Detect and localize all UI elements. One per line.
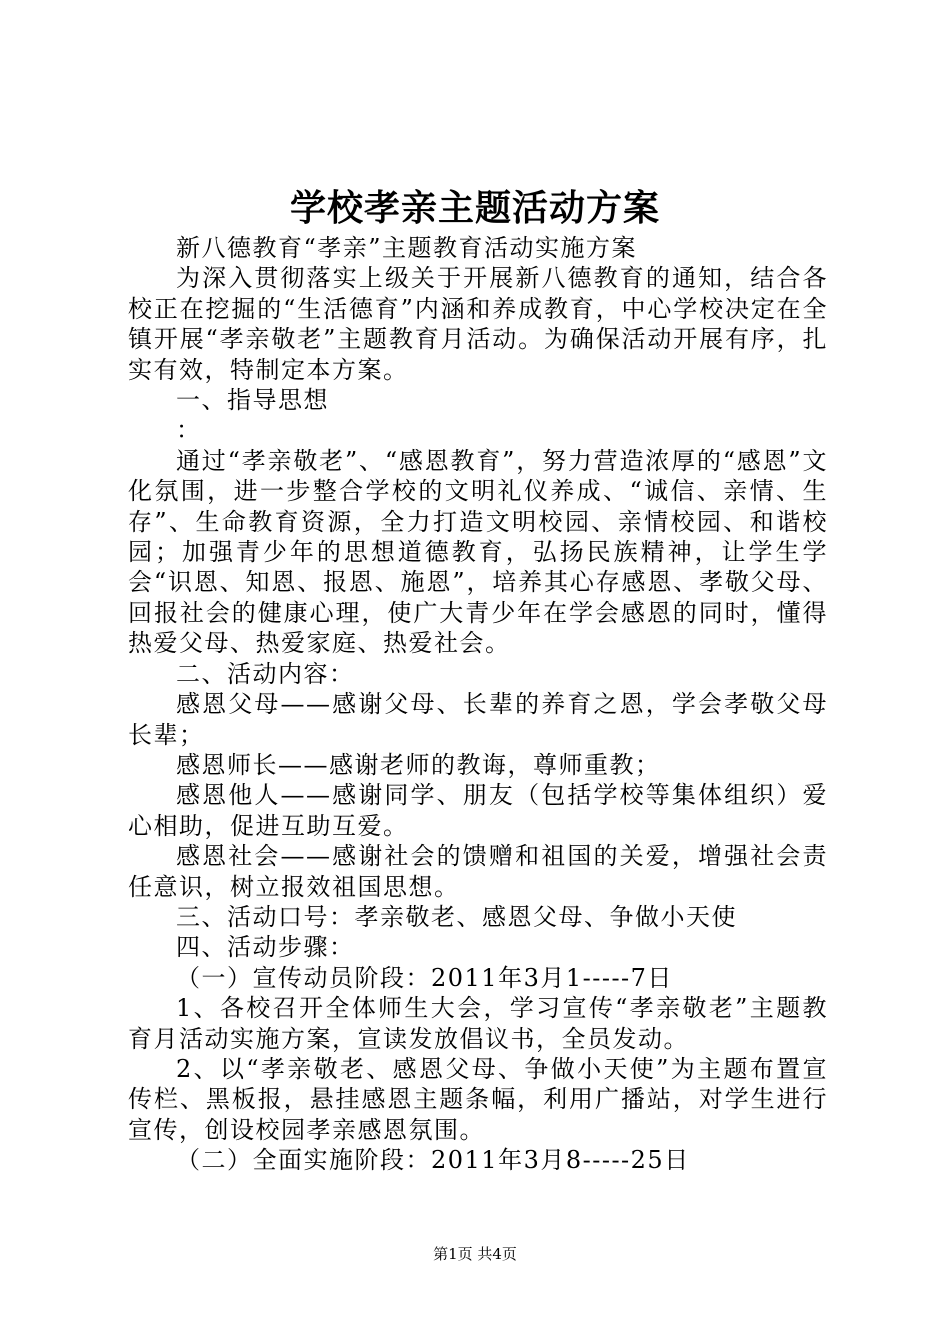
paragraph-intro: 为深入贯彻落实上级关于开展新八德教育的通知，结合各校正在挖掘的“生活德育”内涵和养成教育，中心学校决定在全镇开展“孝亲敬老”主题教育月活动。为确保活动开展有序，扎实有效，特制定本方案。 xyxy=(128,264,828,384)
section-heading-steps: 四、活动步骤： xyxy=(176,933,355,962)
subsection-heading-implementation: （二）全面实施阶段：2011年3月8-----25日 xyxy=(176,1146,690,1175)
paragraph-gratitude-parents: 感恩父母——感谢父母、长辈的养育之恩，学会孝敬父母长辈； xyxy=(128,690,828,749)
document-body xyxy=(128,233,828,1176)
paragraph-gratitude-society: 感恩社会——感谢社会的馈赠和祖国的关爱，增强社会责任意识，树立报效祖国思想。 xyxy=(128,842,828,901)
paragraph-guiding-thought: 通过“孝亲敬老”、“感恩教育”，努力营造浓厚的“感恩”文化氛围，进一步整合学校的文明礼仪养成、“诚信、亲情、生存”、生命教育资源，全力打造文明校园、亲情校园、和谐校园；加强青少年的思想道德教育，弘扬民族精神，让学生学会“识恩、知恩、报恩、施恩”，培养其心存感恩、孝敬父母、回报社会的健康心理，使广大青少年在学会感恩的同时，懂得热爱父母、热爱家庭、热爱社会。 xyxy=(128,446,828,658)
paragraph-colon: ： xyxy=(176,416,202,445)
paragraph-gratitude-others: 感恩他人——感谢同学、朋友（包括学校等集体组织）爱心相助，促进互助互爱。 xyxy=(128,781,828,840)
paragraph-step-2: 2、以“孝亲敬老、感恩父母、争做小天使”为主题布置宣传栏、黑板报，悬挂感恩主题条幅，利用广播站，对学生进行宣传，创设校园孝亲感恩氛围。 xyxy=(128,1054,828,1144)
paragraph-subtitle: 新八德教育“孝亲”主题教育活动实施方案 xyxy=(176,234,638,262)
subsection-heading-publicity: （一）宣传动员阶段：2011年3月1-----7日 xyxy=(176,963,673,992)
section-heading-guiding-thought: 一、指导思想 xyxy=(176,386,329,415)
section-heading-slogan: 三、活动口号：孝亲敬老、感恩父母、争做小天使 xyxy=(176,902,737,931)
paragraph-step-1: 1、各校召开全体师生大会，学习宣传“孝亲敬老”主题教育月活动实施方案，宣读发放倡议书，全员发动。 xyxy=(128,994,828,1053)
document-title: 学校孝亲主题活动方案 xyxy=(289,187,660,229)
section-heading-activity-content: 二、活动内容： xyxy=(176,659,355,688)
page-footer: 第1页 共4页 xyxy=(433,1245,517,1263)
paragraph-gratitude-teachers: 感恩师长——感谢老师的教诲，尊师重教； xyxy=(176,750,661,779)
